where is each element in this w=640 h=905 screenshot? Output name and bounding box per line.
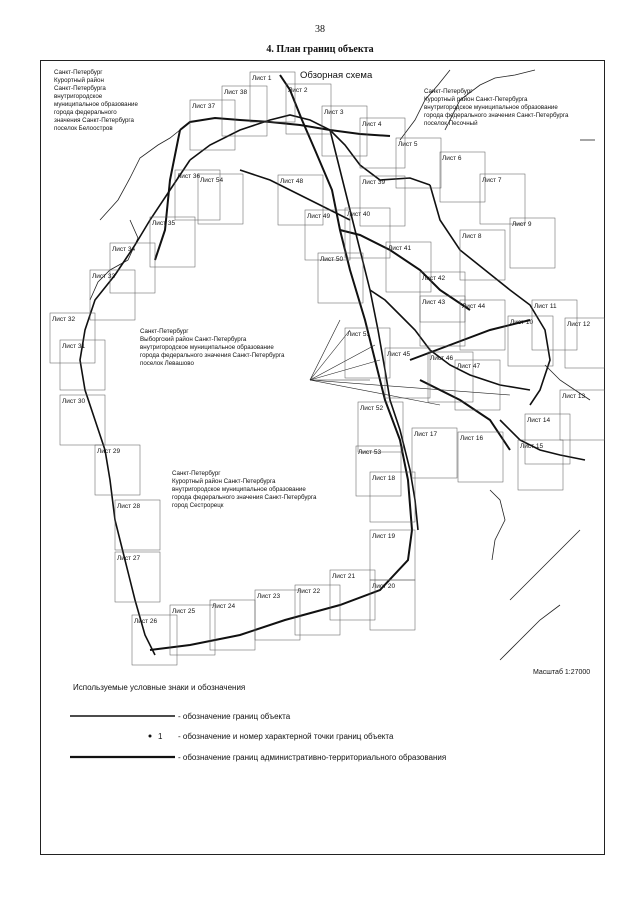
sheet-label: Лист 28 <box>117 503 141 510</box>
sheet-label: Лист 52 <box>360 405 384 412</box>
sheet-label: Лист 1 <box>252 75 272 82</box>
sheet-label: Лист 51 <box>347 331 371 338</box>
sheet-label: Лист 18 <box>372 475 396 482</box>
region-label-sestroretsk: Санкт-Петербург Курортный район Санкт-Петербурга внутригородское муниципальное образование города федерального значения Санкт-Петербурга город Сестрорецк <box>172 470 317 509</box>
sheet-label: Лист 36 <box>177 173 201 180</box>
sheet-label: Лист 32 <box>52 316 76 323</box>
sheet-label: Лист 48 <box>280 178 304 185</box>
map-scale: Масштаб 1:27000 <box>533 669 591 676</box>
sheet-label: Лист 22 <box>297 588 321 595</box>
sheet-frame-9 <box>510 218 555 268</box>
sheet-frame-12 <box>565 318 605 368</box>
legend-text-boundary-point: - обозначение и номер характерной точки границ объекта <box>178 732 394 741</box>
sheet-label: Лист 42 <box>422 275 446 282</box>
sheet-frame-47 <box>455 360 500 410</box>
sheet-label: Лист 34 <box>112 246 136 253</box>
sheet-frame-15 <box>518 440 563 490</box>
legend-row-boundary-point <box>70 730 570 744</box>
region-label-levashovo: Санкт-Петербург Выборгский район Санкт-Петербурга внутригородское муниципальное образование города федерального значения Санкт-Петербурга поселок Левашово <box>140 328 285 367</box>
sheet-frame-23 <box>255 590 300 640</box>
map-title: Обзорная схема <box>300 70 373 81</box>
sheet-label: Лист 47 <box>457 363 481 370</box>
sheet-label: Лист 3 <box>324 109 344 116</box>
sheet-frame-50 <box>318 253 363 303</box>
sheet-frame-53 <box>356 446 401 496</box>
sheet-frame-33 <box>90 270 135 320</box>
sheet-label: Лист 8 <box>462 233 482 240</box>
sheet-frame-30 <box>60 395 105 445</box>
sheet-frame-1 <box>250 72 295 122</box>
sheet-label: Лист 40 <box>347 211 371 218</box>
sheet-label: Лист 24 <box>212 603 236 610</box>
sheet-label: Лист 37 <box>192 103 216 110</box>
sheet-frame-35 <box>150 217 195 267</box>
sheet-frame-44 <box>460 300 505 350</box>
sheet-label: Лист 7 <box>482 177 502 184</box>
sheet-label: Лист 31 <box>62 343 86 350</box>
sheet-frame-54 <box>198 174 243 224</box>
sheet-frame-41 <box>386 242 431 292</box>
sheet-frame-28 <box>115 500 160 550</box>
sheet-label: Лист 9 <box>512 221 532 228</box>
sheet-label: Лист 39 <box>362 179 386 186</box>
sheet-label: Лист 41 <box>388 245 412 252</box>
sheet-frame-16 <box>458 432 503 482</box>
sheet-label: Лист 5 <box>398 141 418 148</box>
sheet-label: Лист 43 <box>422 299 446 306</box>
sheet-label: Лист 11 <box>534 303 557 310</box>
sheet-label: Лист 13 <box>562 393 586 400</box>
sheet-label: Лист 10 <box>510 319 534 326</box>
sheet-label: Лист 53 <box>358 449 382 456</box>
legend-title: Используемые условные знаки и обозначения <box>73 683 246 692</box>
sheet-label: Лист 14 <box>527 417 551 424</box>
page-title: 4. План границ объекта <box>266 44 374 55</box>
sheet-label: Лист 44 <box>462 303 486 310</box>
sheet-frame-51 <box>345 328 390 378</box>
legend-row-object-boundary <box>70 710 570 724</box>
sheet-label: Лист 17 <box>414 431 438 438</box>
sheet-frame-20 <box>370 580 415 630</box>
sheet-label: Лист 38 <box>224 89 248 96</box>
sheet-label: Лист 33 <box>92 273 116 280</box>
sheet-label: Лист 29 <box>97 448 121 455</box>
sheet-label: Лист 35 <box>152 220 176 227</box>
overview-map <box>40 60 605 680</box>
admin-boundary-symbol <box>70 751 175 765</box>
sheet-label: Лист 21 <box>332 573 356 580</box>
sheet-label: Лист 26 <box>134 618 158 625</box>
sheet-frame-37 <box>190 100 235 150</box>
legend-row-admin-boundary <box>70 751 570 765</box>
sheet-label: Лист 27 <box>117 555 141 562</box>
sheet-label: Лист 30 <box>62 398 86 405</box>
sheet-frame-43 <box>420 296 465 346</box>
sheet-label: Лист 46 <box>430 355 454 362</box>
sheet-label: Лист 50 <box>320 256 344 263</box>
sheet-frame-17 <box>412 428 457 478</box>
page-number: 38 <box>315 24 325 35</box>
sheet-frame-22 <box>295 585 340 635</box>
sheet-frame-6 <box>440 152 485 202</box>
sheet-frame-39 <box>360 176 405 226</box>
sheet-frame-42 <box>420 272 465 322</box>
sheet-label: Лист 54 <box>200 177 224 184</box>
object-boundary-symbol <box>70 710 175 724</box>
legend-text-object-boundary: - обозначение границ объекта <box>178 712 291 721</box>
legend-point-number: 1 <box>158 732 163 741</box>
sheet-frame-27 <box>115 552 160 602</box>
sheet-frame-13 <box>560 390 605 440</box>
sheet-label: Лист 4 <box>362 121 382 128</box>
sheet-label: Лист 16 <box>460 435 484 442</box>
sheet-label: Лист 25 <box>172 608 196 615</box>
region-label-pesochny: Санкт-Петербург Курортный район Санкт-Петербурга внутригородское муниципальное образование города федерального значения Санкт-Петербурга поселок Песочный <box>424 88 569 127</box>
sheet-label: Лист 23 <box>257 593 281 600</box>
sheet-frame-7 <box>480 174 525 224</box>
sheet-label: Лист 19 <box>372 533 396 540</box>
sheet-frame-31 <box>60 340 105 390</box>
sheet-frames <box>50 72 605 665</box>
sheet-frame-24 <box>210 600 255 650</box>
region-label-beloostrov: Санкт-Петербург Курортный район Санкт-Петербурга внутригородское муниципальное образование города федерального значения Санкт-Петербурга поселок Белоостров <box>54 69 138 132</box>
sheet-label: Лист 15 <box>520 443 544 450</box>
sheet-frame-52 <box>358 402 403 452</box>
sheet-frame-29 <box>95 445 140 495</box>
sheet-label: Лист 49 <box>307 213 331 220</box>
sheet-label: Лист 2 <box>288 87 308 94</box>
sheet-frame-34 <box>110 243 155 293</box>
legend-text-admin-boundary: - обозначение границ административно-территориального образования <box>178 753 447 762</box>
sheet-label: Лист 45 <box>387 351 411 358</box>
sheet-label: Лист 12 <box>567 321 591 328</box>
sheet-label: Лист 6 <box>442 155 462 162</box>
sheet-label: Лист 20 <box>372 583 396 590</box>
